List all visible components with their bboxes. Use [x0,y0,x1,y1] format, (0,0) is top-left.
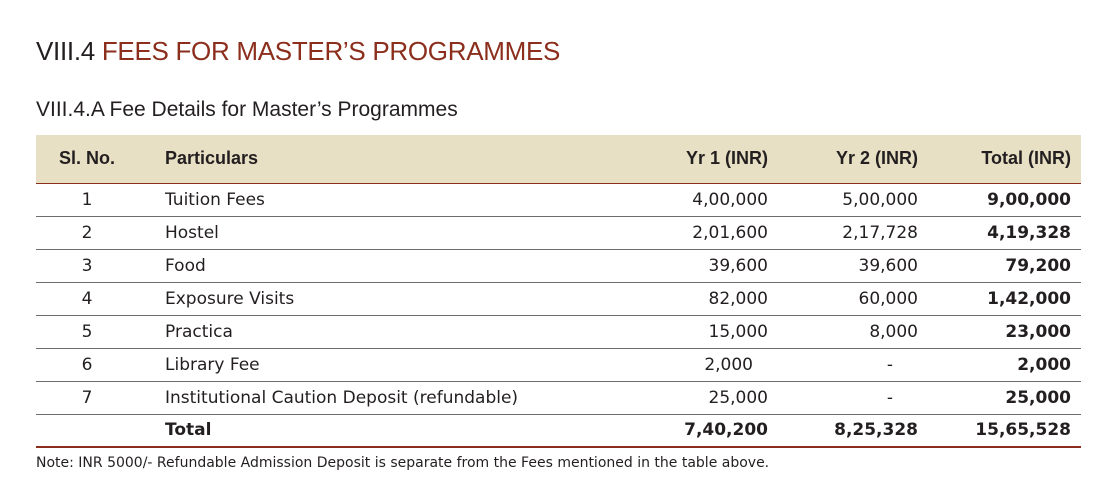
row-yr1: 25,000 [708,387,768,408]
table-total-row [36,414,1081,447]
row-particular: Library Fee [165,354,260,375]
row-yr2: 8,000 [869,321,918,342]
row-yr2: - [886,354,893,375]
row-particular: Hostel [165,222,219,243]
table-header-row [36,135,1081,183]
row-particular: Exposure Visits [165,288,295,309]
table-row [36,315,1081,348]
table-row [36,249,1081,282]
row-sl-no: 2 [81,222,93,243]
table-row [36,348,1081,381]
header-yr1: Yr 1 (INR) [685,148,768,169]
row-yr1: 15,000 [708,321,768,342]
row-total: 1,42,000 [987,288,1071,309]
section-heading [36,36,560,67]
row-particular: Tuition Fees [165,189,265,210]
row-total: 2,000 [1017,354,1071,375]
row-total: 9,00,000 [987,189,1071,210]
row-sl-no: 1 [81,189,93,210]
row-sl-no: 3 [81,255,93,276]
row-yr1: 82,000 [708,288,768,309]
row-yr1: 4,00,000 [692,189,768,210]
row-yr1: 2,000 [704,354,753,375]
header-sl-no: Sl. No. [58,148,115,169]
row-sl-no: 7 [81,387,93,408]
header-total: Total (INR) [981,148,1071,169]
row-yr2: - [886,387,893,408]
section-title: FEES FOR MASTER’S PROGRAMMES [101,36,561,66]
row-particular: Food [165,255,206,276]
row-sl-no: 5 [81,321,93,342]
subsection-title: VIII.4.A Fee Details for Master’s Programmes [36,98,458,121]
row-yr1: 39,600 [708,255,768,276]
fee-details-table [36,135,1081,448]
total-sl-empty [36,414,138,447]
row-total: 23,000 [1005,321,1071,342]
total-grand: 15,65,528 [975,420,1071,441]
table-row [36,183,1081,216]
row-yr2: 60,000 [858,288,918,309]
total-label: Total [165,420,212,441]
table-note: Note: INR 5000/- Refundable Admission Deposit is separate from the Fees mentioned in the table above. [36,455,770,471]
row-total: 79,200 [1005,255,1071,276]
total-yr1: 7,40,200 [684,420,768,441]
row-yr1: 2,01,600 [692,222,768,243]
header-particulars: Particulars [165,148,259,169]
table-row [36,282,1081,315]
row-total: 25,000 [1005,387,1071,408]
total-yr2: 8,25,328 [834,420,918,441]
header-yr2: Yr 2 (INR) [835,148,918,169]
row-yr2: 5,00,000 [842,189,918,210]
row-total: 4,19,328 [987,222,1071,243]
row-sl-no: 6 [81,354,93,375]
row-yr2: 2,17,728 [842,222,918,243]
row-sl-no: 4 [81,288,93,309]
section-number: VIII.4 [36,36,95,66]
row-particular: Practica [165,321,233,342]
row-particular: Institutional Caution Deposit (refundable) [165,387,519,408]
table-row [36,216,1081,249]
row-yr2: 39,600 [858,255,918,276]
table-row [36,381,1081,414]
